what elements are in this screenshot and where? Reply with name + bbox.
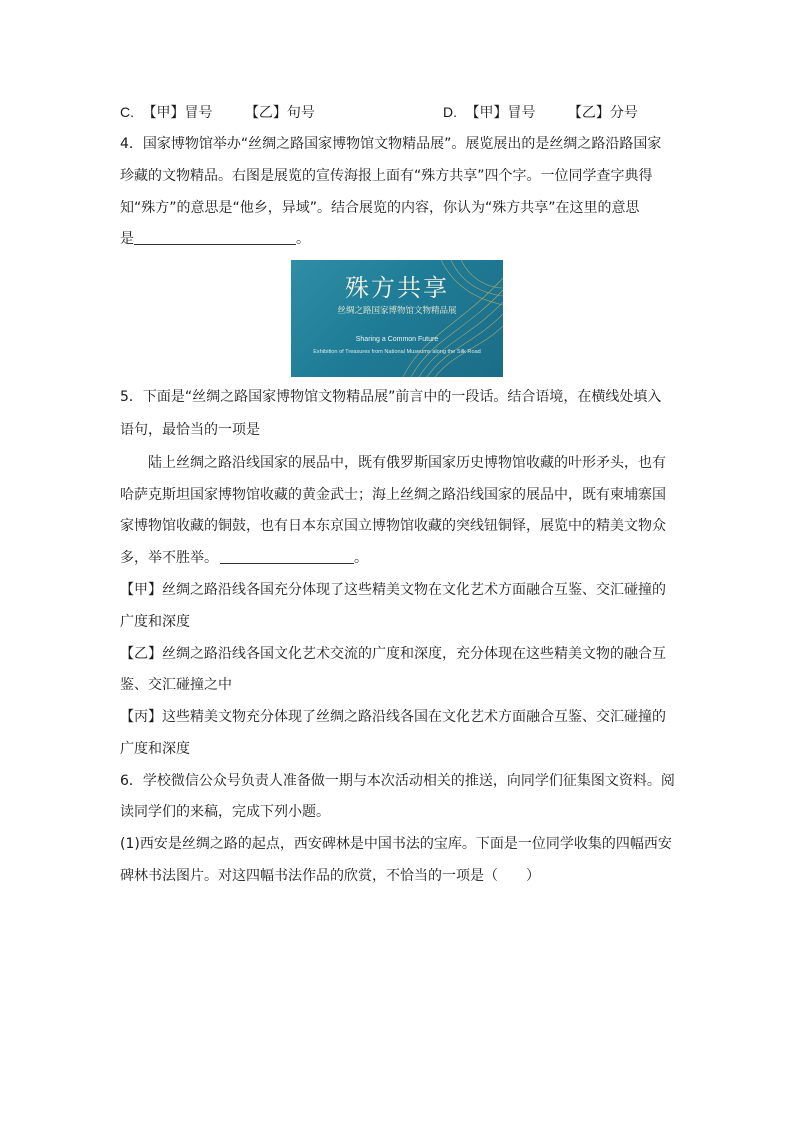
q5-option-jia-line-2: 广度和深度 [120, 614, 190, 630]
option-c-letter: C. [120, 104, 134, 120]
exhibition-poster-image [291, 260, 503, 377]
q5-option-yi-line-1: 【乙】丝绸之路沿线各国文化艺术交流的广度和深度，充分体现在这些精美文物的融合互 [120, 646, 666, 662]
q5-line-2: 语句，最恰当的一项是 [120, 422, 260, 438]
q4-line-2: 珍藏的文物精品。右图是展览的宣传海报上面有“殊方共享”四个字。一位同学查字典得 [120, 168, 653, 184]
q5-passage-line-4-prefix: 多，举不胜举。 [120, 550, 218, 566]
poster-english-subtitle: Exhibition of Treasures from National Museums along the Silk Road [313, 349, 481, 355]
q6-sub1-line-1: (1)西安是丝绸之路的起点，西安碑林是中国书法的宝库。下面是一位同学收集的四幅西安 [120, 836, 672, 852]
q5-answer-blank[interactable] [220, 549, 354, 564]
q5-option-jia-line-1: 【甲】丝绸之路沿线各国充分体现了这些精美文物在文化艺术方面融合互鉴、交汇碰撞的 [120, 582, 666, 598]
q4-line-4 [120, 229, 310, 249]
q5-passage-line-4 [120, 548, 368, 568]
q5-option-yi-line-2: 鉴、交汇碰撞之中 [120, 677, 232, 693]
option-d [443, 102, 638, 123]
q5-passage-line-3: 家博物馆收藏的铜鼓，也有日本东京国立博物馆收藏的突线钮铜铎，展览中的精美文物众 [120, 518, 666, 534]
option-c-yi: 【乙】句号 [244, 105, 315, 121]
option-c-jia: 【甲】冒号 [142, 105, 213, 121]
q5-option-bing-line-2: 广度和深度 [120, 741, 190, 757]
q4-line-1: 4．国家博物馆举办“丝绸之路国家博物馆文物精品展”。展览展出的是丝绸之路沿路国家 [120, 136, 662, 152]
q5-line-1: 5．下面是“丝绸之路国家博物馆文物精品展”前言中的一段话。结合语境，在横线处填入 [120, 389, 662, 405]
q5-option-bing-line-1: 【丙】这些精美文物充分体现了丝绸之路沿线各国在文化艺术方面融合互鉴、交汇碰撞的 [120, 709, 666, 725]
option-d-yi: 【乙】分号 [567, 105, 638, 121]
q5-passage-line-4-suffix: 。 [354, 550, 368, 566]
option-d-letter: D. [443, 104, 457, 120]
q6-sub1-line-2: 碑林书法图片。对这四幅书法作品的欣赏，不恰当的一项是（ ） [120, 868, 540, 884]
poster-english-title: Sharing a Common Future [355, 336, 439, 343]
option-d-jia: 【甲】冒号 [465, 105, 536, 121]
q4-answer-blank[interactable] [134, 230, 296, 245]
poster-title: 殊方共享 [345, 274, 449, 302]
q4-line-4-prefix: 是 [120, 231, 134, 247]
q4-line-3: 知“殊方”的意思是“他乡，异域”。结合展览的内容，你认为“殊方共享”在这里的意思 [120, 200, 640, 216]
q4-line-4-suffix: 。 [296, 231, 310, 247]
q6-line-1: 6．学校微信公众号负责人准备做一期与本次活动相关的推送，向同学们征集图文资料。阅 [120, 773, 675, 789]
q5-passage-line-1: 陆上丝绸之路沿线国家的展品中，既有俄罗斯国家历史博物馆收藏的叶形矛头，也有 [148, 455, 666, 471]
poster-subtitle: 丝绸之路国家博物馆文物精品展 [337, 306, 457, 316]
option-c [120, 102, 315, 123]
q6-line-2: 读同学们的来稿，完成下列小题。 [120, 804, 330, 820]
q5-passage-line-2: 哈萨克斯坦国家博物馆收藏的黄金武士；海上丝绸之路沿线国家的展品中，既有柬埔寨国 [120, 487, 666, 503]
